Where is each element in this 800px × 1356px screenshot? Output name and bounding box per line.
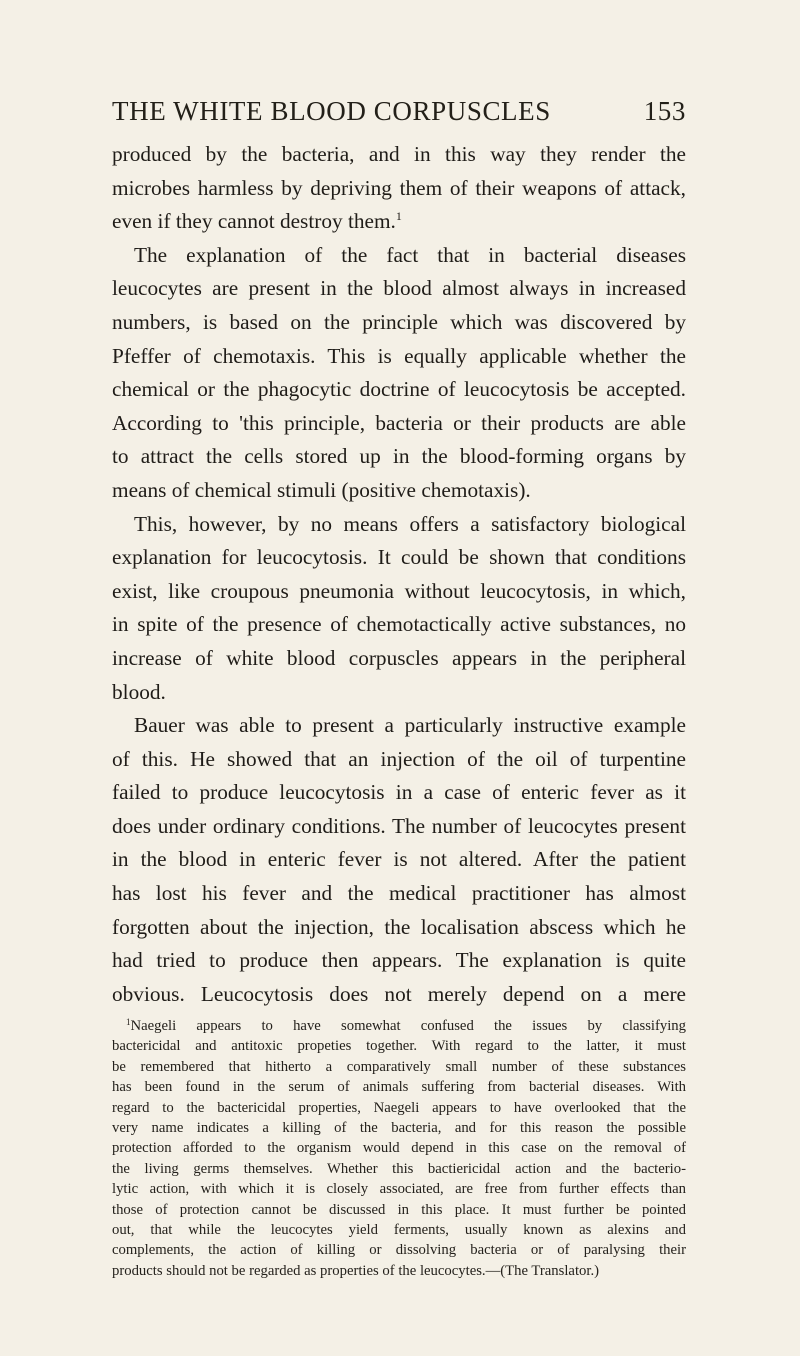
body-text [112,138,686,1011]
text-line: does under ordinary conditions. The number of leucocytes present [112,813,686,838]
text-line: leucocytes are present in the blood almost always in increased [112,276,686,301]
text-line: obvious. Leucocytosis does not merely depend on a mere [112,981,686,1006]
footnote-line: regard to the bactericidal properties, Naegeli appears to have overlooked that the [112,1099,686,1116]
text-line: had tried to produce then appears. The explanation is quite [112,948,686,973]
text-line [112,205,686,239]
text-line: According to 'this principle, bacteria or their products are able [112,410,686,435]
footnote-line: protection afforded to the organism would depend in this case on the removal of [112,1140,686,1157]
footnote-line: lytic action, with which it is closely associated, are free from further effects than [112,1181,686,1198]
text-line: forgotten about the injection, the localisation abscess which he [112,914,686,939]
text-line: Pfeffer of chemotaxis. This is equally applicable whether the [112,343,686,368]
footnote-line: very name indicates a killing of the bacteria, and for this reason the possible [112,1119,686,1136]
text-line-content: even if they cannot destroy them. [112,209,396,234]
footnote-line: be remembered that hitherto a comparatively small number of these substances [112,1058,686,1075]
text-line: means of chemical stimuli (positive chemotaxis). [112,477,531,502]
paragraph-start: Bauer was able to present a particularly instructive example [134,713,686,738]
text-line: in the blood in enteric fever is not altered. After the patient [112,847,686,872]
footnote-line-content: Naegeli appears to have somewhat confused the issues by classifying [130,1018,686,1034]
footnote-line: those of protection cannot be discussed in this place. It must further be pointed [112,1201,686,1218]
footnote-line: complements, the action of killing or dissolving bacteria or of paralysing their [112,1242,686,1259]
text-line: in spite of the presence of chemotactically active substances, no [112,612,686,637]
running-head [112,96,686,127]
page-number: 153 [643,96,686,126]
footnote-marker: 1 [126,1017,131,1027]
footnote [112,1016,686,1281]
running-title: THE WHITE BLOOD CORPUSCLES [112,96,551,126]
footnote-line: out, that while the leucocytes yield ferments, usually known as alexins and [112,1221,686,1238]
text-line: microbes harmless by depriving them of their weapons of attack, [112,175,686,200]
text-line: blood. [112,679,166,704]
text-line: to attract the cells stored up in the blood-forming organs by [112,444,686,469]
footnote-line: has been found in the serum of animals suffering from bacterial diseases. With [112,1079,686,1096]
footnote-line [112,1016,686,1036]
footnote-line: bactericidal and antitoxic propeties together. With regard to the latter, it must [112,1038,686,1055]
text-line: increase of white blood corpuscles appears in the peripheral [112,645,686,670]
text-line: numbers, is based on the principle which was discovered by [112,309,686,334]
text-line: exist, like croupous pneumonia without leucocytosis, in which, [112,578,686,603]
text-line: chemical or the phagocytic doctrine of leucocytosis be accepted. [112,377,686,402]
footnote-line: products should not be regarded as properties of the leucocytes.—(The Translator.) [112,1262,600,1279]
text-line: has lost his fever and the medical practitioner has almost [112,881,686,906]
text-line: of this. He showed that an injection of the oil of turpentine [112,746,686,771]
footnote-line: the living germs themselves. Whether this bactiericidal action and the bacterio- [112,1160,686,1177]
text-line: explanation for leucocytosis. It could be shown that conditions [112,545,686,570]
text-line: failed to produce leucocytosis in a case of enteric fever as it [112,780,686,805]
paragraph-start: The explanation of the fact that in bacterial diseases [134,242,686,267]
footnote-reference: 1 [395,209,402,224]
text-line: produced by the bacteria, and in this way they render the [112,142,686,166]
paragraph-start: This, however, by no means offers a satisfactory biological [134,511,686,536]
